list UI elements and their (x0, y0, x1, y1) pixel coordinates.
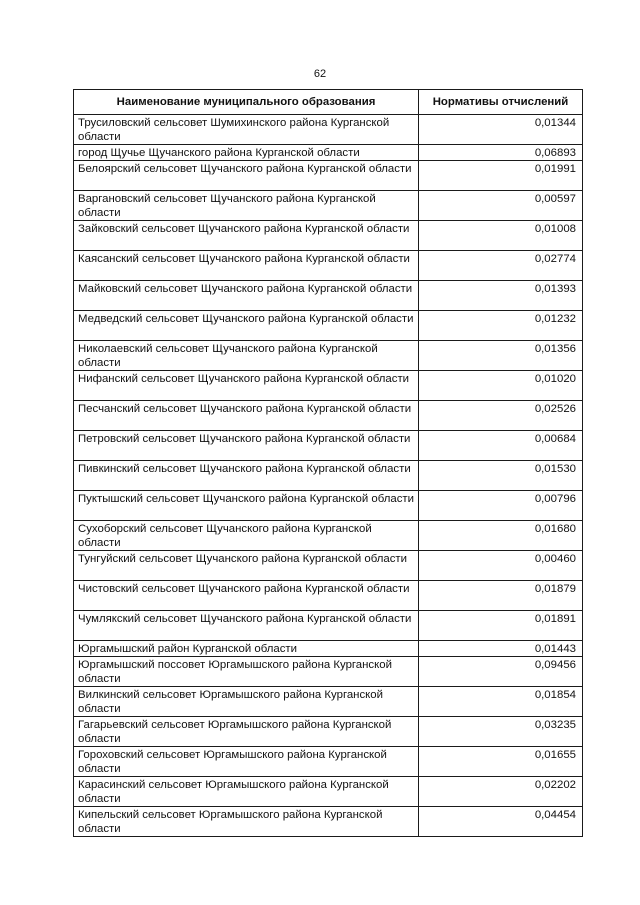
municipality-name: Карасинский сельсовет Юргамышского района Курганской области (74, 777, 419, 807)
municipality-name: Кипельский сельсовет Юргамышского района Курганской области (74, 807, 419, 837)
municipality-name: Сухоборский сельсовет Щучанского района Курганской области (74, 521, 419, 551)
norm-value: 0,01680 (419, 521, 583, 551)
table-row (74, 641, 583, 657)
table-row (74, 581, 583, 611)
table-row (74, 161, 583, 191)
norm-value: 0,00460 (419, 551, 583, 581)
norm-value: 0,01879 (419, 581, 583, 611)
table-row (74, 611, 583, 641)
table-row (74, 311, 583, 341)
norm-value: 0,01530 (419, 461, 583, 491)
table-row (74, 777, 583, 807)
municipality-name: Николаевский сельсовет Щучанского района Курганской области (74, 341, 419, 371)
municipality-name: Каясанский сельсовет Щучанского района Курганской области (74, 251, 419, 281)
norm-value: 0,02202 (419, 777, 583, 807)
municipality-name: Трусиловский сельсовет Шумихинского района Курганской области (74, 115, 419, 145)
norm-value: 0,01344 (419, 115, 583, 145)
table-row (74, 191, 583, 221)
norm-value: 0,04454 (419, 807, 583, 837)
table-row (74, 747, 583, 777)
municipality-name: Нифанский сельсовет Щучанского района Курганской области (74, 371, 419, 401)
municipality-name: Пивкинский сельсовет Щучанского района Курганской области (74, 461, 419, 491)
municipality-name: Чумлякский сельсовет Щучанского района Курганской области (74, 611, 419, 641)
norm-value: 0,09456 (419, 657, 583, 687)
municipality-name: Гагарьевский сельсовет Юргамышского района Курганской области (74, 717, 419, 747)
municipality-name: город Щучье Щучанского района Курганской области (74, 145, 419, 161)
norm-value: 0,01232 (419, 311, 583, 341)
municipality-name: Пуктышский сельсовет Щучанского района Курганской области (74, 491, 419, 521)
table-row (74, 521, 583, 551)
norm-value: 0,01020 (419, 371, 583, 401)
table-body (74, 115, 583, 837)
table-row (74, 341, 583, 371)
page-number: 62 (313, 68, 327, 80)
municipality-name: Белоярский сельсовет Щучанского района Курганской области (74, 161, 419, 191)
norms-table (73, 89, 583, 837)
norm-value: 0,00597 (419, 191, 583, 221)
norm-value: 0,01891 (419, 611, 583, 641)
municipality-name: Чистовский сельсовет Щучанского района Курганской области (74, 581, 419, 611)
norm-value: 0,00796 (419, 491, 583, 521)
municipality-name: Юргамышский район Курганской области (74, 641, 419, 657)
municipality-name: Зайковский сельсовет Щучанского района Курганской области (74, 221, 419, 251)
norm-value: 0,01356 (419, 341, 583, 371)
table-row (74, 145, 583, 161)
table-row (74, 491, 583, 521)
municipality-name: Гороховский сельсовет Юргамышского района Курганской области (74, 747, 419, 777)
norm-value: 0,01991 (419, 161, 583, 191)
header-name: Наименование муниципального образования (74, 90, 419, 115)
norm-value: 0,01655 (419, 747, 583, 777)
table-row (74, 807, 583, 837)
table-row (74, 281, 583, 311)
norm-value: 0,01854 (419, 687, 583, 717)
norm-value: 0,02526 (419, 401, 583, 431)
table-row (74, 657, 583, 687)
table-row (74, 401, 583, 431)
norm-value: 0,06893 (419, 145, 583, 161)
municipality-name: Вилкинский сельсовет Юргамышского района Курганской области (74, 687, 419, 717)
norm-value: 0,01443 (419, 641, 583, 657)
norm-value: 0,02774 (419, 251, 583, 281)
municipality-name: Медведский сельсовет Щучанского района Курганской области (74, 311, 419, 341)
municipality-name: Юргамышский поссовет Юргамышского района Курганской области (74, 657, 419, 687)
table-row (74, 461, 583, 491)
municipality-name: Варгановский сельсовет Щучанского района Курганской области (74, 191, 419, 221)
table-row (74, 221, 583, 251)
table-header-row (74, 90, 583, 115)
table-row (74, 717, 583, 747)
norm-value: 0,03235 (419, 717, 583, 747)
table-row (74, 115, 583, 145)
table-row (74, 431, 583, 461)
municipality-name: Майковский сельсовет Щучанского района Курганской области (74, 281, 419, 311)
norm-value: 0,01008 (419, 221, 583, 251)
table-row (74, 551, 583, 581)
norm-value: 0,00684 (419, 431, 583, 461)
table-row (74, 687, 583, 717)
table-row (74, 371, 583, 401)
norm-value: 0,01393 (419, 281, 583, 311)
municipality-name: Тунгуйский сельсовет Щучанского района Курганской области (74, 551, 419, 581)
header-value: Нормативы отчислений (419, 90, 583, 115)
municipality-name: Петровский сельсовет Щучанского района Курганской области (74, 431, 419, 461)
table-row (74, 251, 583, 281)
municipality-name: Песчанский сельсовет Щучанского района Курганской области (74, 401, 419, 431)
